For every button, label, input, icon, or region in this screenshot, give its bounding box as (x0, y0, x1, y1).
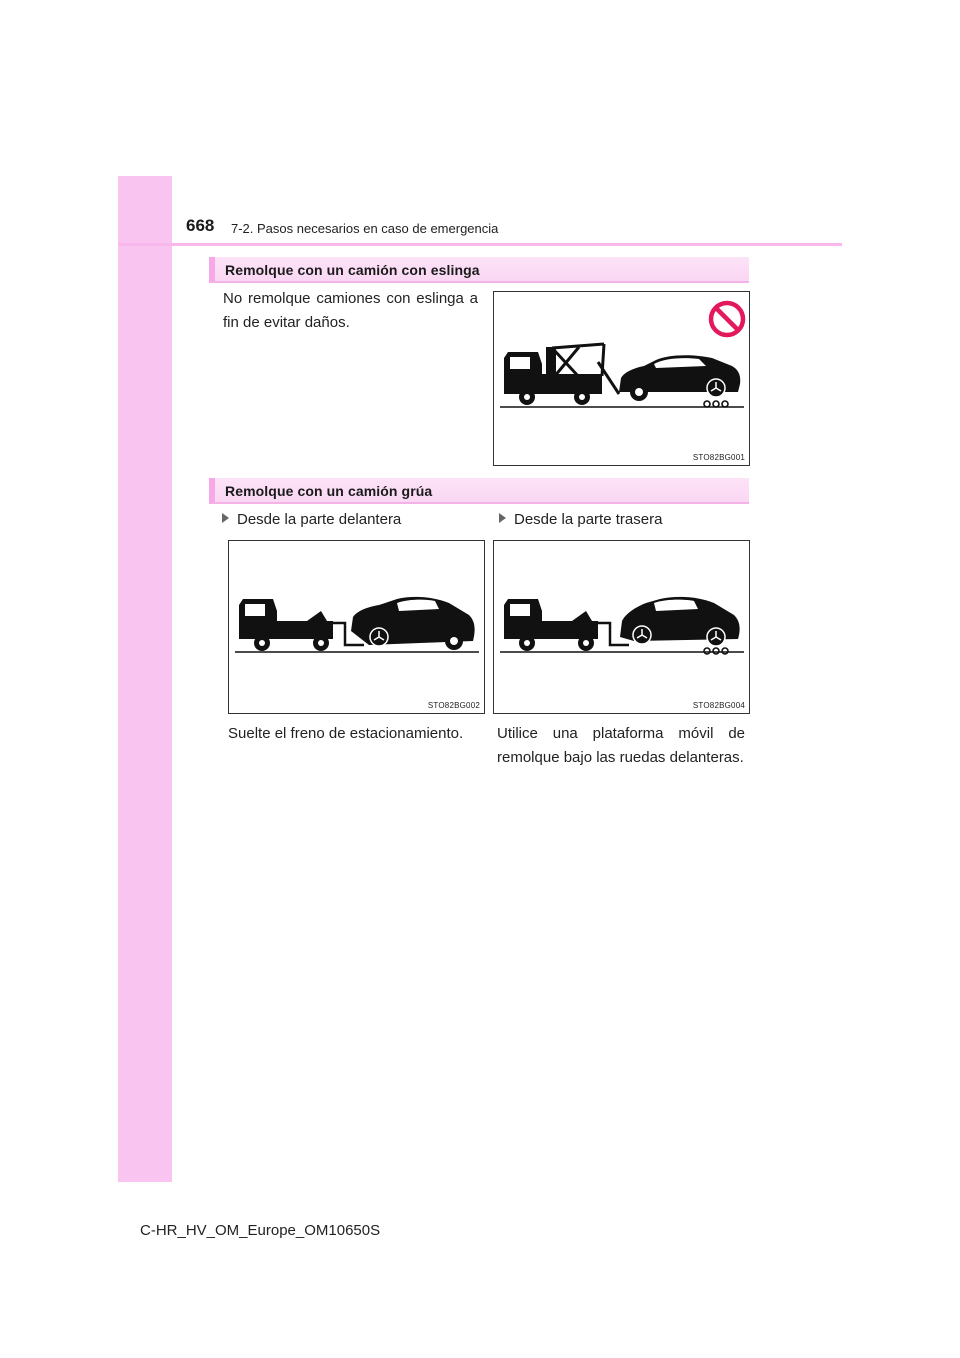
tow-truck-icon (239, 599, 333, 651)
lifted-car-icon (351, 597, 475, 650)
header-rule (118, 243, 842, 246)
section-heading-text: Remolque con un camión con eslinga (225, 262, 480, 278)
figure-sling-truck (493, 291, 750, 466)
figure-code: STO82BG001 (692, 453, 745, 462)
sling-warning-text: No remolque camiones con eslinga a fin de evitar daños. (223, 290, 478, 331)
figure-code: STO82BG002 (427, 701, 480, 710)
lifted-car-icon (620, 597, 740, 654)
page-number: 668 (186, 216, 215, 235)
chapter-title: 7-2. Pasos necesarios en caso de emergencia (231, 221, 499, 236)
figure-code: STO82BG004 (692, 701, 745, 710)
sling-truck-illustration (494, 292, 749, 465)
rear-tow-illustration (494, 541, 749, 713)
label-rear-tow-text: Desde la parte trasera (514, 511, 663, 528)
section-heading-text: Remolque con un camión grúa (225, 483, 433, 499)
rear-tow-instruction: Utilice una plataforma móvil de remolque bajo las ruedas delanteras. (497, 725, 745, 766)
figure-front-tow (228, 540, 485, 714)
tow-truck-icon (504, 599, 598, 651)
section-heading-sling (209, 257, 749, 283)
front-tow-instruction: Suelte el freno de estacionamiento. (228, 725, 464, 742)
footer-doc-id: C-HR_HV_OM_Europe_OM10650S (140, 1222, 381, 1239)
figure-rear-tow (493, 540, 750, 714)
triangle-bullet-icon (499, 513, 506, 523)
label-front-tow-text: Desde la parte delantera (237, 511, 402, 528)
label-front-tow (222, 511, 401, 528)
prohibition-icon (711, 303, 743, 335)
section-heading-wheel-lift (209, 478, 749, 504)
label-rear-tow (499, 511, 662, 528)
side-band (118, 176, 172, 1182)
towed-car-icon (619, 355, 740, 407)
front-tow-illustration (229, 541, 484, 713)
triangle-bullet-icon (222, 513, 229, 523)
